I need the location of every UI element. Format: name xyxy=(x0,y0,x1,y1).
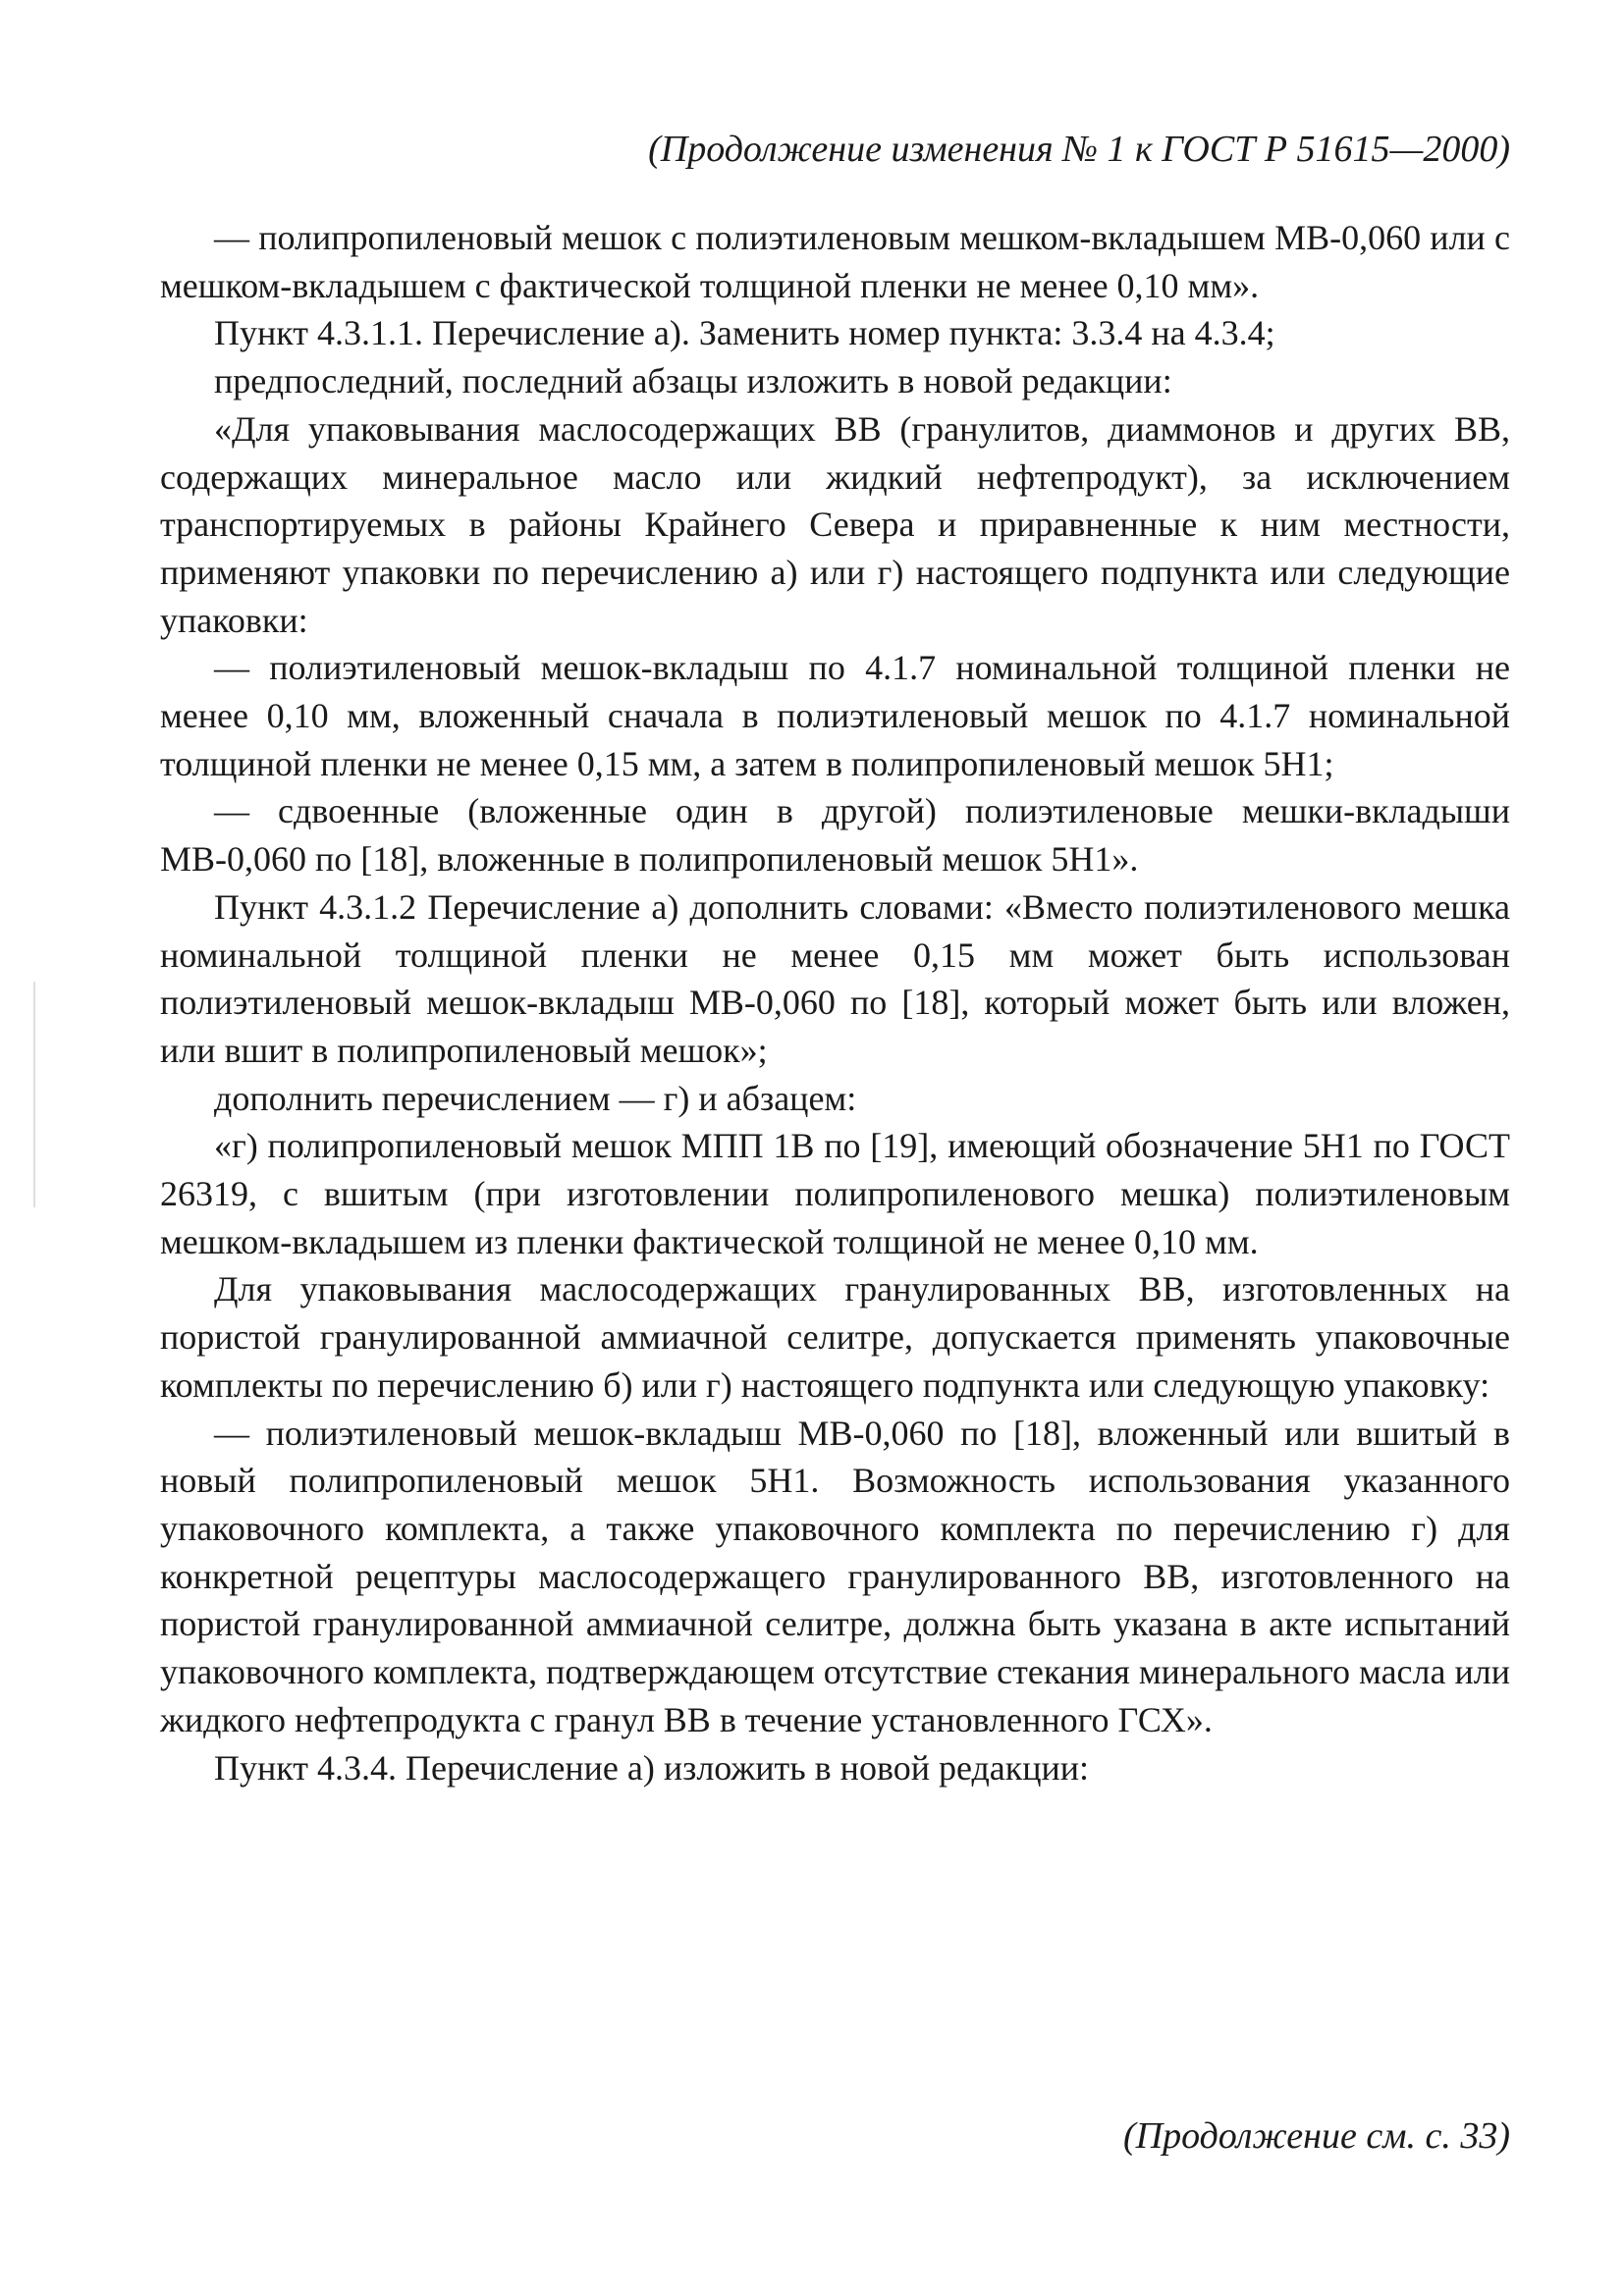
scan-edge-mark xyxy=(33,982,35,1207)
paragraph: дополнить перечислением — г) и абзацем: xyxy=(214,1078,857,1118)
paragraph: Пункт 4.3.4. Перечисление а) изложить в новой редакции: xyxy=(214,1747,1090,1788)
paragraph: — сдвоенные (вложенные один в другой) полиэтиленовые мешки-вкладыши МВ-0,060 по [18], вложенные в полипропиленовый мешок 5Н1». xyxy=(160,791,1510,880)
paragraph: Пункт 4.3.1.2 Перечисление а) дополнить словами: «Вместо полиэтиленового мешка номинальной толщиной пленки не менее 0,15 мм может быть использован полиэтиленовый мешок-вкладыш МВ-0,060 по [18], который может быть или вложен, или вшит в полипропиленовый мешок»; xyxy=(160,886,1510,1070)
paragraph: — полиэтиленовый мешок-вкладыш по 4.1.7 номинальной толщиной пленки не менее 0,10 мм, вложенный сначала в полиэтиленовый мешок по 4.1.7 номинальной толщиной пленки не менее 0,15 мм, а затем в полипропиленовый мешок 5Н1; xyxy=(160,648,1510,783)
document-body xyxy=(160,214,1510,1791)
paragraph: «Для упаковывания маслосодержащих ВВ (гранулитов, диаммонов и других ВВ, содержащих минеральное масло или жидкий нефтепродукт), за исключением транспортируемых в районы Крайнего Севера и приравненные к ним местности, применяют упаковки по перечислению а) или г) настоящего подпункта или следующие упаковки: xyxy=(160,408,1510,640)
paragraph: — полипропиленовый мешок с полиэтиленовым мешком-вкладышем МВ-0,060 или с мешком-вкладышем с фактической толщиной пленки не менее 0,10 мм». xyxy=(160,218,1510,305)
paragraph: Пункт 4.3.1.1. Перечисление а). Заменить номер пункта: 3.3.4 на 4.3.4; xyxy=(214,313,1275,353)
paragraph: предпоследний, последний абзацы изложить в новой редакции: xyxy=(214,361,1172,401)
page-header: (Продолжение изменения № 1 к ГОСТ Р 51615—2000) xyxy=(648,129,1510,170)
paragraph: — полиэтиленовый мешок-вкладыш МВ-0,060 по [18], вложенный или вшитый в новый полипропиленовый мешок 5Н1. Возможность использования указанного упаковочного комплекта, а также упаковочного комплекта по перечислению г) для конкретной рецептуры маслосодержащего гранулированного ВВ, изготовленного на пористой гранулированной аммиачной селитре, должна быть указана в акте испытаний упаковочного комплекта, подтверждающем отсутствие стекания минерального масла или жидкого нефтепродукта с гранул ВВ в течение установленного ГСХ». xyxy=(160,1413,1510,1739)
paragraph: «г) полипропиленовый мешок МПП 1В по [19], имеющий обозначение 5Н1 по ГОСТ 26319, с вшитым (при изготовлении полипропиленового мешка) полиэтиленовым мешком-вкладышем из пленки фактической толщиной не менее 0,10 мм. xyxy=(160,1126,1510,1261)
paragraph: Для упаковывания маслосодержащих гранулированных ВВ, изготовленных на пористой гранулированной аммиачной селитре, допускается применять упаковочные комплекты по перечислению б) или г) настоящего подпункта или следующую упаковку: xyxy=(160,1269,1510,1405)
page-footer: (Продолжение см. с. 33) xyxy=(1122,2115,1510,2157)
